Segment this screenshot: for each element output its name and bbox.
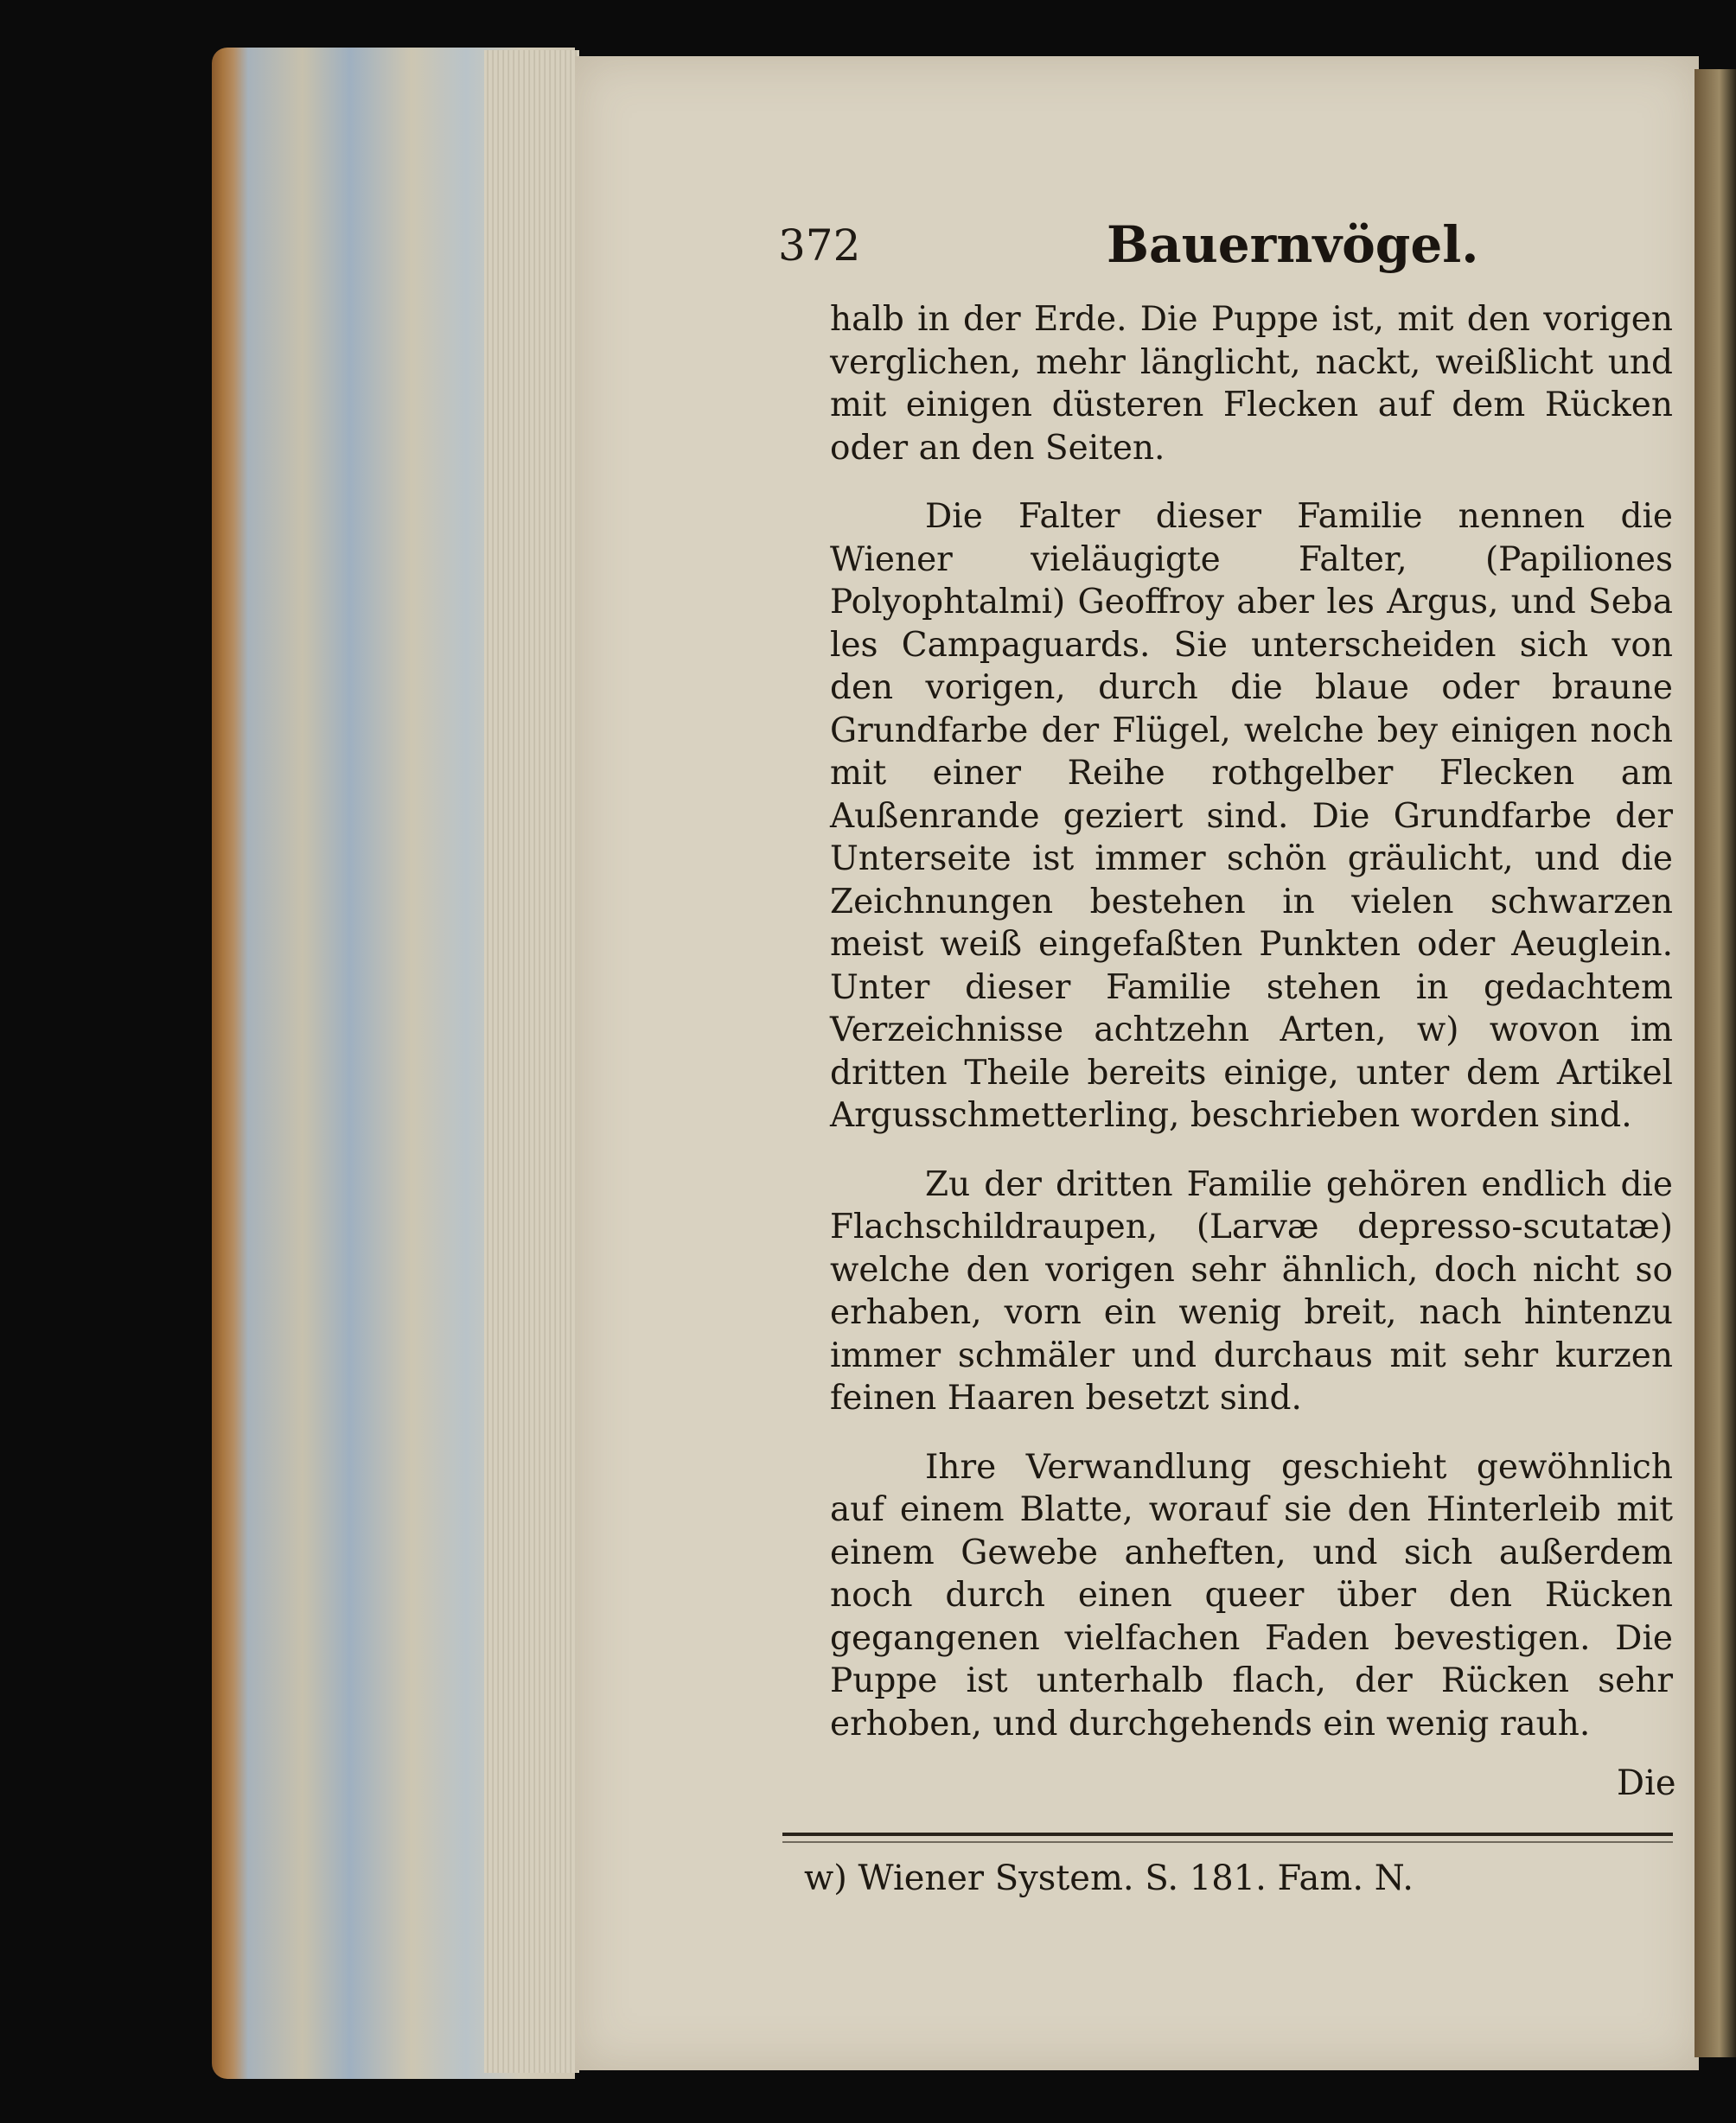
catchword: Die (1617, 1763, 1676, 1803)
facing-page-edge (1695, 69, 1736, 2057)
footnote-rule-thin (782, 1841, 1673, 1843)
footnote: w) Wiener System. S. 181. Fam. N. (804, 1858, 1414, 1898)
footnote-rule (782, 1833, 1673, 1836)
running-title: Bauernvögel. (1107, 215, 1479, 274)
body-text (830, 298, 1673, 1771)
paragraph: Die Falter dieser Familie nennen die Wiener vieläugigte Falter, (Papiliones Polyophtalmi) Geoffroy aber les Argus, und Seba les Campaguards. Sie unterscheiden sich von den vorigen, durch die blaue oder braune Grundfarbe der Flügel, welche bey einigen noch mit einer Reihe rothgelber Flecken am Außenrande geziert sind. Die Grundfarbe der Unterseite ist immer schön gräulicht, und die Zeichnungen bestehen in vielen schwarzen meist weiß eingefaßten Punkten oder Aeuglein. Unter dieser Familie stehen in gedachtem Verzeichnisse achtzehn Arten, w) wovon im dritten Theile bereits einige, unter dem Artikel Argusschmetterling, beschrieben worden sind. (830, 497, 1673, 1135)
page-stack (484, 50, 579, 2073)
page-number: 372 (778, 220, 861, 271)
paragraph: Zu der dritten Familie gehören endlich die Flachschildraupen, (Larvæ depresso-scutatæ) welche den vorigen sehr ähnlich, doch nicht so erhaben, vorn ein wenig breit, nach hintenzu immer schmäler und durchaus mit sehr kurzen feinen Haaren besetzt sind. (830, 1164, 1673, 1418)
page-header (778, 215, 1669, 281)
paragraph: Ihre Verwandlung geschieht gewöhnlich auf einem Blatte, worauf sie den Hinterleib mit einem Gewebe anheften, und sich außerdem noch durch einen queer über den Rücken gegangenen vielfachen Faden bevestigen. Die Puppe ist unterhalb flach, der Rücken sehr erhoben, und durchgehends ein wenig rauh. (830, 1447, 1673, 1744)
paragraph: halb in der Erde. Die Puppe ist, mit den vorigen verglichen, mehr länglicht, nackt, weißlicht und mit einigen düsteren Flecken auf dem Rücken oder an den Seiten. (830, 300, 1673, 468)
